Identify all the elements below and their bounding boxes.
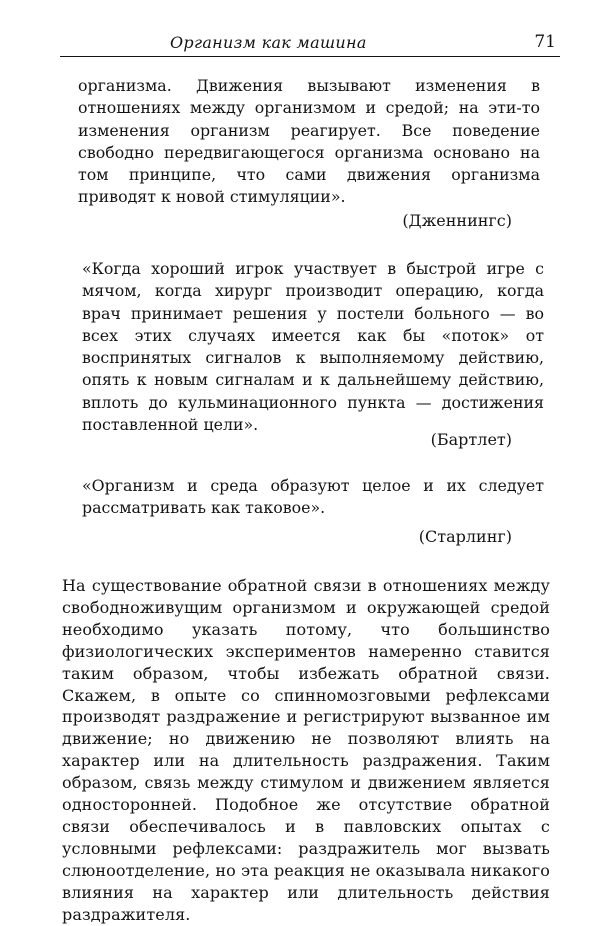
attribution-starling: (Старлинг) [418, 527, 512, 546]
running-title: Организм как машина [170, 33, 367, 52]
attribution-jennings: (Дженнингс) [402, 211, 512, 230]
running-head [60, 30, 560, 57]
attribution-bartlett: (Бартлет) [430, 430, 512, 449]
quote-starling: «Организм и среда образуют целое и их следует рассматривать как таковое». [82, 476, 544, 518]
body-paragraph: На существование обратной связи в отношениях между свободноживущим организмом и окружающей средой необходимо указать потому, что большинство физиологических экспериментов намеренно ставится таким образом, чтобы избежать обратной связи. Скажем, в опыте со спинномозговыми рефлексами производят раздражение и регистрируют вызванное им движение; но движению не позволяют влиять на характер или на длительность раздражения. Таким образом, связь между стимулом и движением является односторонней. Подобное же отсутствие обратной связи обеспечивалось и в павловских опытах с условными рефлексами: раздражитель мог вызвать слюноотделение, но эта реакция не оказывала никакого влияния на характер или длительность действия раздражителя. [62, 576, 550, 924]
page-number: 71 [534, 32, 556, 52]
quote-bartlett: «Когда хороший игрок участвует в быстрой игре с мячом, когда хирург производит операцию, когда врач принимает решения у постели больного — во всех этих случаях имеется как бы «поток» от воспринятых сигналов к выполняемому действию, опять к новым сигналам и к дальнейшему действию, вплоть до кульминационного пункта — достижения поставленной цели». [82, 259, 544, 435]
quote-jennings: организма. Движения вызывают изменения в отношениях между организмом и средой; на эти-то изменения организм реагирует. Все поведение свободно передвигающегося организма основано на том принципе, что сами движения организма приводят к новой стимуляции». [78, 76, 540, 207]
